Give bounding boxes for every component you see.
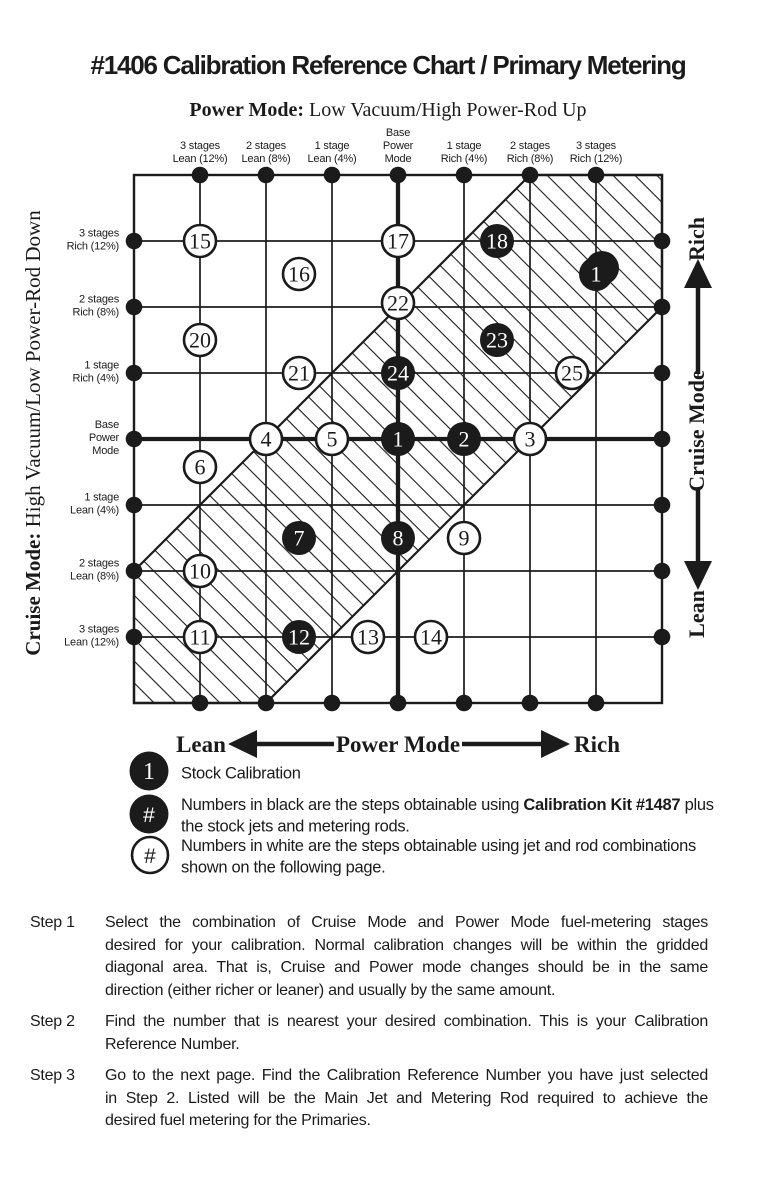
- step-line: diagonal area. That is, Cruise and Power mode changes should be in the same: [105, 959, 708, 976]
- calibration-point-9: [448, 522, 480, 554]
- subtitle-power-mode-value: Low Vacuum/High Power-Rod Up: [304, 99, 587, 121]
- point-number: 25: [561, 360, 583, 386]
- legend-item-3: [132, 837, 696, 877]
- axis-dot: [324, 695, 341, 712]
- row-label: Rich (12%): [66, 240, 119, 253]
- axis-dot: [192, 695, 209, 712]
- point-number: 15: [189, 228, 211, 254]
- calibration-point-1: [381, 422, 415, 456]
- calibration-point-23: [480, 323, 514, 357]
- step-1-text: [105, 912, 708, 1002]
- column-label: Rich (8%): [506, 153, 554, 165]
- axis-dot: [654, 365, 671, 382]
- axis-dot: [654, 563, 671, 580]
- page-title: #1406 Calibration Reference Chart / Primary Metering: [90, 50, 686, 80]
- column-label: 2 stages: [510, 140, 550, 152]
- calibration-point-2: [447, 422, 481, 456]
- left-arrow-icon: [228, 730, 257, 758]
- row-label: Lean (4%): [70, 504, 119, 517]
- column-label: Power: [382, 140, 414, 152]
- calibration-point-12: [282, 620, 316, 654]
- point-number: 7: [293, 525, 305, 551]
- legend-text-line: Numbers in white are the steps obtainable using jet and rod combinations: [181, 837, 696, 855]
- row-labels: [64, 228, 120, 649]
- bottom-axis-lean-label: Lean: [176, 732, 226, 757]
- step-line: Reference Number.: [105, 1035, 240, 1053]
- point-number: 11: [189, 624, 211, 650]
- step-line: desired fuel metering for the Primaries.: [105, 1112, 371, 1129]
- axis-dot: [126, 365, 143, 382]
- column-label: Lean (8%): [241, 153, 291, 165]
- step-3: [30, 1065, 708, 1133]
- column-label: Base: [385, 127, 411, 139]
- point-number: 21: [288, 360, 310, 386]
- point-number: 8: [392, 525, 404, 551]
- axis-dot: [390, 167, 407, 184]
- row-label: Power: [88, 432, 119, 444]
- step-line: in Step 2. Listed will be the Main Jet and Metering Rod required to achieve the: [105, 1089, 708, 1107]
- column-label: Lean (12%): [172, 153, 228, 165]
- point-number: 2: [458, 426, 470, 452]
- point-number: 12: [288, 624, 310, 650]
- calibration-point-5: [316, 423, 348, 455]
- calibration-point-6: [184, 451, 216, 483]
- point-number: 18: [486, 228, 508, 254]
- axis-dot: [654, 629, 671, 646]
- row-label: Lean (8%): [70, 570, 119, 583]
- axis-dot: [588, 695, 605, 712]
- column-label: Mode: [384, 153, 412, 165]
- step-3-text: [105, 1065, 708, 1133]
- axis-dot: [126, 497, 143, 514]
- legend-symbol: #: [143, 804, 155, 827]
- point-number: 24: [387, 360, 409, 386]
- axis-dot: [456, 167, 473, 184]
- legend-symbol: 1: [143, 759, 155, 785]
- right-axis-rich-label: Rich: [684, 217, 709, 261]
- column-label: 1 stage: [314, 140, 350, 152]
- point-number: 22: [387, 290, 409, 316]
- legend-symbol: #: [144, 845, 156, 868]
- cruise-mode-axis-title: Cruise Mode: High Vacuum/Low Power-Rod Down: [21, 210, 45, 656]
- legend: [130, 752, 714, 877]
- row-label: 2 stages: [79, 557, 119, 570]
- axis-dot: [126, 629, 143, 646]
- calibration-point-10: [184, 555, 216, 587]
- point-number: 4: [260, 426, 272, 452]
- row-label: 1 stage: [84, 491, 119, 504]
- point-number: 14: [420, 624, 442, 650]
- step-line: Go to the next page. Find the Calibration Reference Number you have just selected: [105, 1067, 708, 1084]
- calibration-point-11: [184, 621, 216, 653]
- row-label: 1 stage: [84, 359, 119, 372]
- legend-text-line: Stock Calibration: [181, 764, 301, 783]
- right-axis: [684, 217, 712, 638]
- legend-text-line: the stock jets and metering rods.: [181, 817, 410, 836]
- point-number: 23: [486, 327, 508, 353]
- calibration-point-13: [352, 621, 384, 653]
- row-label: Lean (12%): [64, 636, 119, 649]
- row-label: 2 stages: [79, 293, 119, 306]
- calibration-point-4: [250, 423, 282, 455]
- axis-dot: [126, 233, 143, 250]
- column-label: Lean (4%): [307, 153, 357, 165]
- axis-dot: [324, 167, 341, 184]
- legend-text-line: shown on the following page.: [181, 858, 386, 877]
- point-number: 5: [326, 426, 338, 452]
- point-number: 13: [357, 624, 379, 650]
- axis-dot: [126, 299, 143, 316]
- axis-dot: [522, 167, 539, 184]
- calibration-point-8: [381, 521, 415, 555]
- calibration-point-18: [480, 224, 514, 258]
- right-axis-lean-label: Lean: [684, 590, 709, 638]
- point-number: 1: [392, 426, 404, 452]
- row-label: Rich (4%): [72, 372, 119, 385]
- row-label: Rich (8%): [72, 306, 119, 319]
- step-1-label: Step 1: [30, 914, 75, 931]
- column-label: Rich (4%): [440, 153, 488, 165]
- row-label: 3 stages: [79, 623, 119, 636]
- axis-dot: [126, 563, 143, 580]
- axis-dot: [654, 299, 671, 316]
- step-1: [30, 912, 708, 1002]
- right-arrow-icon: [541, 730, 570, 758]
- row-label: Mode: [92, 445, 119, 457]
- row-label: 3 stages: [79, 227, 119, 240]
- bottom-axis-rich-label: Rich: [574, 732, 620, 757]
- axis-dot: [654, 431, 671, 448]
- step-3-label: Step 3: [30, 1067, 75, 1084]
- axis-dot: [588, 167, 605, 184]
- axis-dot: [192, 167, 209, 184]
- axis-dot: [522, 695, 539, 712]
- point-number: 9: [458, 525, 470, 551]
- column-label: 1 stage: [446, 140, 482, 152]
- axis-dot: [258, 695, 275, 712]
- legend-text-line: Numbers in black are the steps obtainable using Calibration Kit #1487 plus: [181, 796, 714, 814]
- point-number: 3: [524, 426, 536, 452]
- column-label: 3 stages: [180, 140, 220, 152]
- axis-dot: [654, 233, 671, 250]
- calibration-point-22: [382, 287, 414, 319]
- axis-dot: [126, 431, 143, 448]
- step-2-text: [105, 1011, 708, 1056]
- down-arrow-icon: [684, 561, 712, 590]
- up-arrow-icon: [684, 259, 712, 288]
- column-label: 3 stages: [576, 140, 616, 152]
- step-line: direction (either richer or leaner) and usually by the same amount.: [105, 981, 556, 999]
- point-number: 10: [189, 558, 211, 584]
- step-line: Find the number that is nearest your desired combination. This is your Calibration: [105, 1013, 708, 1030]
- point-number: 20: [189, 327, 211, 353]
- column-label: Rich (12%): [569, 153, 623, 165]
- calibration-point-17: [382, 225, 414, 257]
- point-number: 6: [194, 454, 206, 480]
- subtitle-power-mode-label: Power Mode:: [189, 99, 305, 121]
- step-2-label: Step 2: [30, 1013, 75, 1030]
- axis-dot: [390, 695, 407, 712]
- calibration-point-14: [415, 621, 447, 653]
- calibration-point-3: [514, 423, 546, 455]
- column-labels: [173, 127, 623, 165]
- calibration-point-25: [556, 357, 588, 389]
- column-label: 2 stages: [246, 140, 286, 152]
- calibration-point-15: [184, 225, 216, 257]
- bottom-axis-power-mode-label: Power Mode: [335, 732, 461, 757]
- step-line: desired for your calibration. Normal calibration changes will be within the gridded: [105, 936, 708, 954]
- point-number: 16: [288, 261, 310, 287]
- row-label: Base: [94, 419, 119, 431]
- axis-dot: [258, 167, 275, 184]
- calibration-point-7: [282, 521, 316, 555]
- instruction-steps: [30, 912, 708, 1142]
- right-axis-cruise-label: Cruise Mode: [684, 370, 709, 492]
- point-number: 17: [387, 228, 409, 254]
- calibration-point-21: [283, 357, 315, 389]
- point-number: 1: [590, 261, 602, 287]
- legend-item-2: [130, 795, 714, 836]
- calibration-point-16: [283, 258, 315, 290]
- axis-dot: [654, 497, 671, 514]
- step-line: Select the combination of Cruise Mode and Power Mode fuel-metering stages: [105, 914, 708, 931]
- step-2: [30, 1011, 708, 1056]
- calibration-point-24: [381, 356, 415, 390]
- legend-item-1: [130, 752, 301, 791]
- axis-dot: [456, 695, 473, 712]
- calibration-point-20: [184, 324, 216, 356]
- bottom-axis: [176, 730, 620, 758]
